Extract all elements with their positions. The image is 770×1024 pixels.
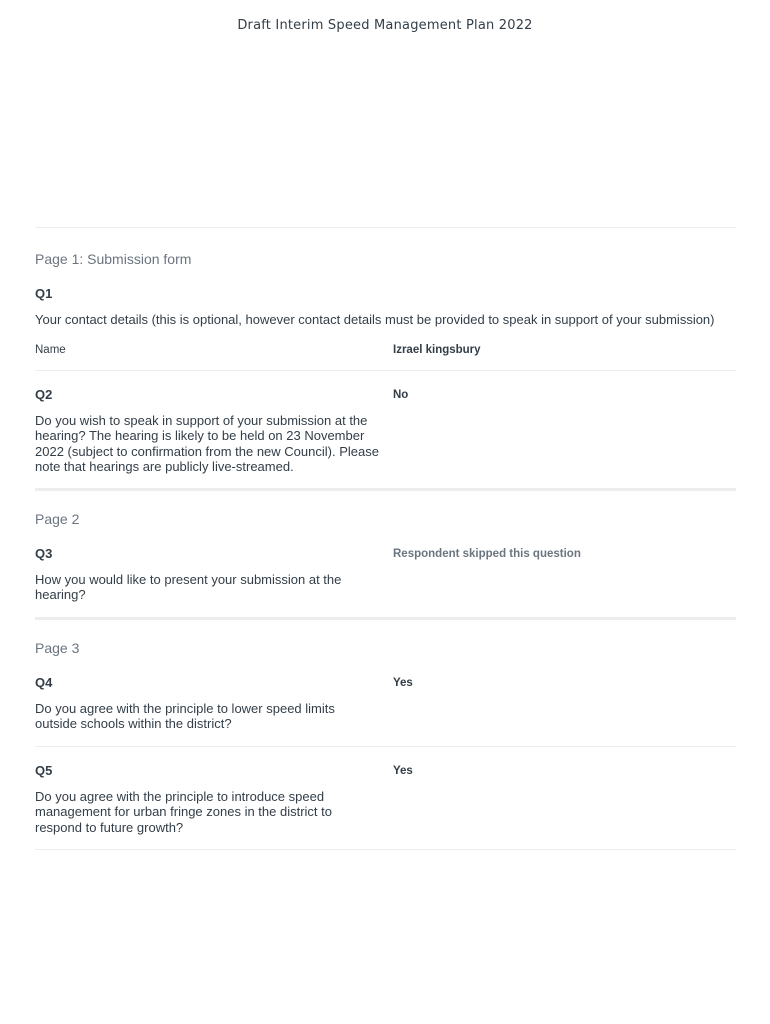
q4-text: Do you agree with the principle to lower speed limits outside schools within the district?: [35, 700, 335, 731]
page-3-label: Page 3: [35, 639, 80, 656]
q4-row: [35, 675, 736, 732]
divider: [35, 227, 736, 228]
page-2-label: Page 2: [35, 510, 80, 527]
document-title: Draft Interim Speed Management Plan 2022: [237, 18, 533, 33]
page-1-label: Page 1: Submission form: [35, 251, 192, 267]
q2-text: Do you wish to speak in support of your submission at the hearing? The hearing is likely to be held on 23 November 2022 (subject to confirmation from the new Council). Please note that hearings are publicly live-streamed.: [35, 412, 379, 474]
q1-text: Your contact details (this is optional, however contact details must be provided to speak in support of your submission): [35, 312, 715, 327]
q2-row: [35, 387, 736, 475]
q4-number: Q4: [35, 674, 53, 690]
q3-number: Q3: [35, 545, 53, 561]
q1-name-row: [35, 344, 736, 370]
q2-answer: No: [393, 388, 409, 401]
divider: [35, 746, 736, 747]
divider: [35, 849, 736, 850]
q1-number: Q1: [35, 286, 53, 301]
q5-number: Q5: [35, 762, 53, 778]
q2-number: Q2: [35, 386, 53, 402]
q4-answer: Yes: [393, 676, 413, 689]
response-content: [35, 227, 736, 850]
name-field-label: Name: [35, 343, 66, 356]
q3-row: [35, 546, 736, 603]
q3-text: How you would like to present your submission at the hearing?: [35, 571, 342, 602]
section-divider: [35, 488, 736, 491]
divider: [35, 370, 736, 371]
section-divider: [35, 617, 736, 620]
name-field-value: Izrael kingsbury: [393, 343, 481, 356]
q5-row: [35, 763, 736, 836]
q3-answer: Respondent skipped this question: [393, 547, 581, 560]
q5-text: Do you agree with the principle to introduce speed management for urban fringe zones in the district to respond to future growth?: [35, 788, 332, 835]
q5-answer: Yes: [393, 764, 413, 777]
